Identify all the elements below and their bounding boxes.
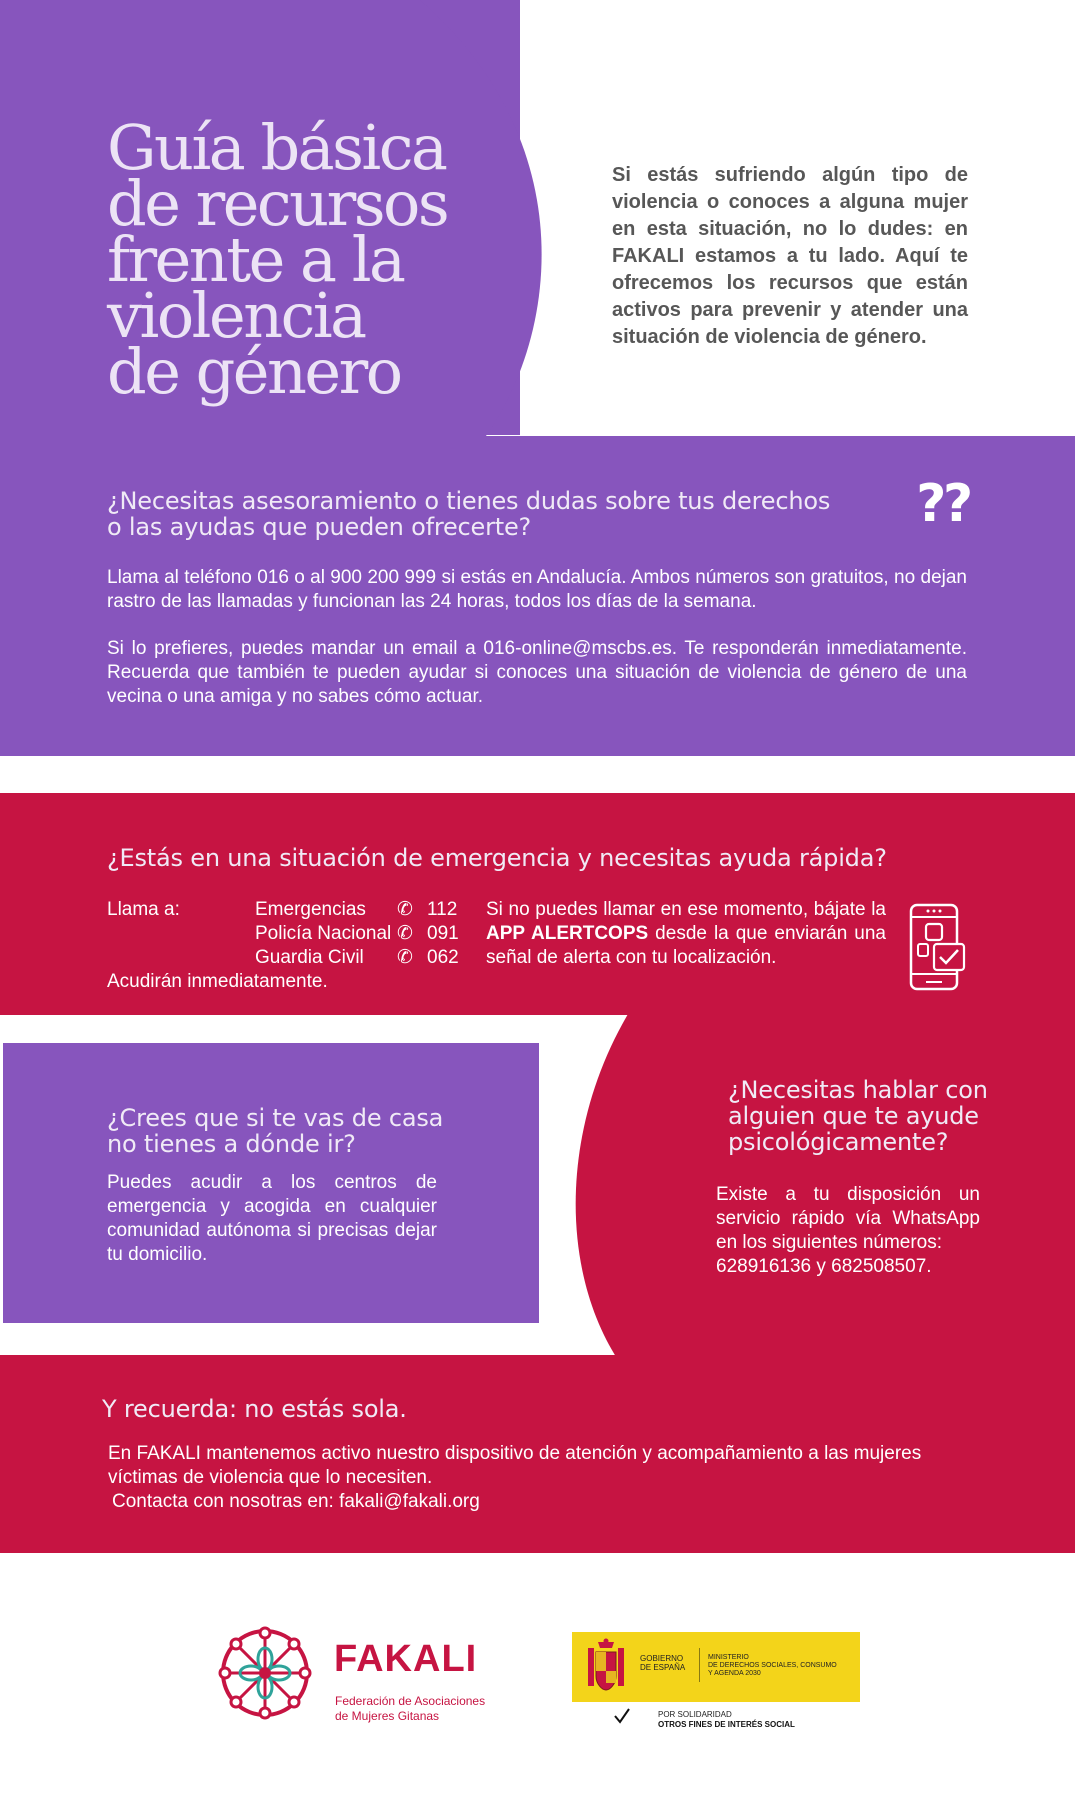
solidarity-label-2: OTROS FINES DE INTERÉS SOCIAL: [658, 1720, 795, 1729]
phone-icon: ✆: [397, 899, 413, 920]
ministry-label-2: DE DERECHOS SOCIALES, CONSUMO: [708, 1662, 837, 1669]
emergency-services-list: [255, 898, 467, 970]
hero-intro: Si estás sufriendo algún tipo de violencia o conoces a alguna mujer en esta situación, no lo dudes: en FAKALI estamos a tu lado. Aquí te ofrecemos los recursos que están activos para prevenir y atender una situación de violencia de género.: [612, 164, 968, 348]
ministry-label-3: Y AGENDA 2030: [708, 1670, 761, 1677]
fakali-logo-subtitle-2: de Mujeres Gitanas: [335, 1709, 440, 1723]
solidarity-label-1: POR SOLIDARIDAD: [658, 1710, 732, 1719]
app-text-post: desde la que enviarán una señal de alerta con tu localización.: [486, 923, 886, 968]
checkbox-tick-icon: [612, 1706, 632, 1726]
hero-title-line: frente a la: [107, 223, 404, 296]
gov-label-2: DE ESPAÑA: [640, 1663, 686, 1672]
service-name: Emergencias: [255, 899, 366, 920]
phone-icon: ✆: [397, 923, 413, 944]
remember-text: En FAKALI mantenemos activo nuestro dispositivo de atención y acompañamiento a las mujeres víctimas de violencia que lo necesiten.: [108, 1443, 922, 1488]
home-question: ¿Crees que si te vas de casa no tienes a dónde ir?: [107, 1104, 444, 1158]
service-row: [255, 898, 467, 922]
home-text: Puedes acudir a los centros de emergencia y acogida en cualquier comunidad autónoma si precisas dejar tu domicilio.: [107, 1172, 437, 1265]
psych-question: ¿Necesitas hablar con alguien que te ayude psicológicamente?: [728, 1076, 988, 1156]
fakali-logo-name: FAKALI: [334, 1638, 478, 1680]
remember-title: Y recuerda: no estás sola.: [102, 1395, 407, 1423]
advice-question: ¿Necesitas asesoramiento o tienes dudas sobre tus derechos o las ayudas que pueden ofrecerte?: [107, 487, 831, 541]
spain-coat-of-arms-icon: [582, 1638, 630, 1696]
phone-icon: ✆: [397, 947, 413, 968]
emergency-question: ¿Estás en una situación de emergencia y necesitas ayuda rápida?: [107, 844, 887, 872]
gov-label-1: GOBIERNO: [640, 1654, 684, 1663]
hero-title-line: de género: [107, 335, 401, 408]
call-label: Llama a:: [107, 899, 180, 920]
hero-title: [107, 111, 487, 408]
service-name: Guardia Civil: [255, 947, 364, 968]
service-number[interactable]: 062: [427, 947, 459, 968]
app-name[interactable]: APP ALERTCOPS: [486, 923, 649, 944]
service-number[interactable]: 091: [427, 923, 459, 944]
psych-text: Existe a tu disposición un servicio rápido vía WhatsApp en los siguientes números:: [716, 1184, 980, 1253]
advice-paragraph-1: Llama al teléfono 016 o al 900 200 999 si estás en Andalucía. Ambos números son gratuitos, no dejan rastro de las llamadas y funcionan las 24 horas, todos los días de la semana.: [107, 567, 967, 612]
fakali-logo-mark: [218, 1626, 312, 1720]
hero-title-line: Guía básica: [107, 111, 446, 184]
contact-email[interactable]: Contacta con nosotras en: fakali@fakali.org: [112, 1491, 480, 1512]
app-text-pre: Si no puedes llamar en ese momento, bájate la: [486, 899, 886, 920]
advice-paragraph-2: Si lo prefieres, puedes mandar un email a 016-online@mscbs.es. Te responderán inmediatamente. Recuerda que también te pueden ayudar si conoces una situación de violencia de género de una vecina o una amiga y no sabes cómo actuar.: [107, 638, 967, 707]
service-name: Policía Nacional: [255, 923, 392, 944]
service-row: [255, 922, 467, 946]
emergency-footer: Acudirán inmediatamente.: [107, 971, 328, 992]
fakali-logo-subtitle-1: Federación de Asociaciones: [335, 1694, 486, 1708]
whatsapp-numbers[interactable]: 628916136 y 682508507.: [716, 1256, 932, 1277]
gov-divider: [699, 1648, 700, 1682]
question-marks-icon: ⁇: [918, 474, 972, 534]
hero-title-line: violencia: [107, 279, 365, 352]
hero-title-line: de recursos: [107, 167, 448, 240]
app-text: [486, 898, 886, 970]
ministry-label-1: MINISTERIO: [708, 1654, 749, 1661]
service-number[interactable]: 112: [427, 899, 458, 920]
phone-app-icon: [908, 902, 968, 994]
service-row: [255, 946, 467, 970]
